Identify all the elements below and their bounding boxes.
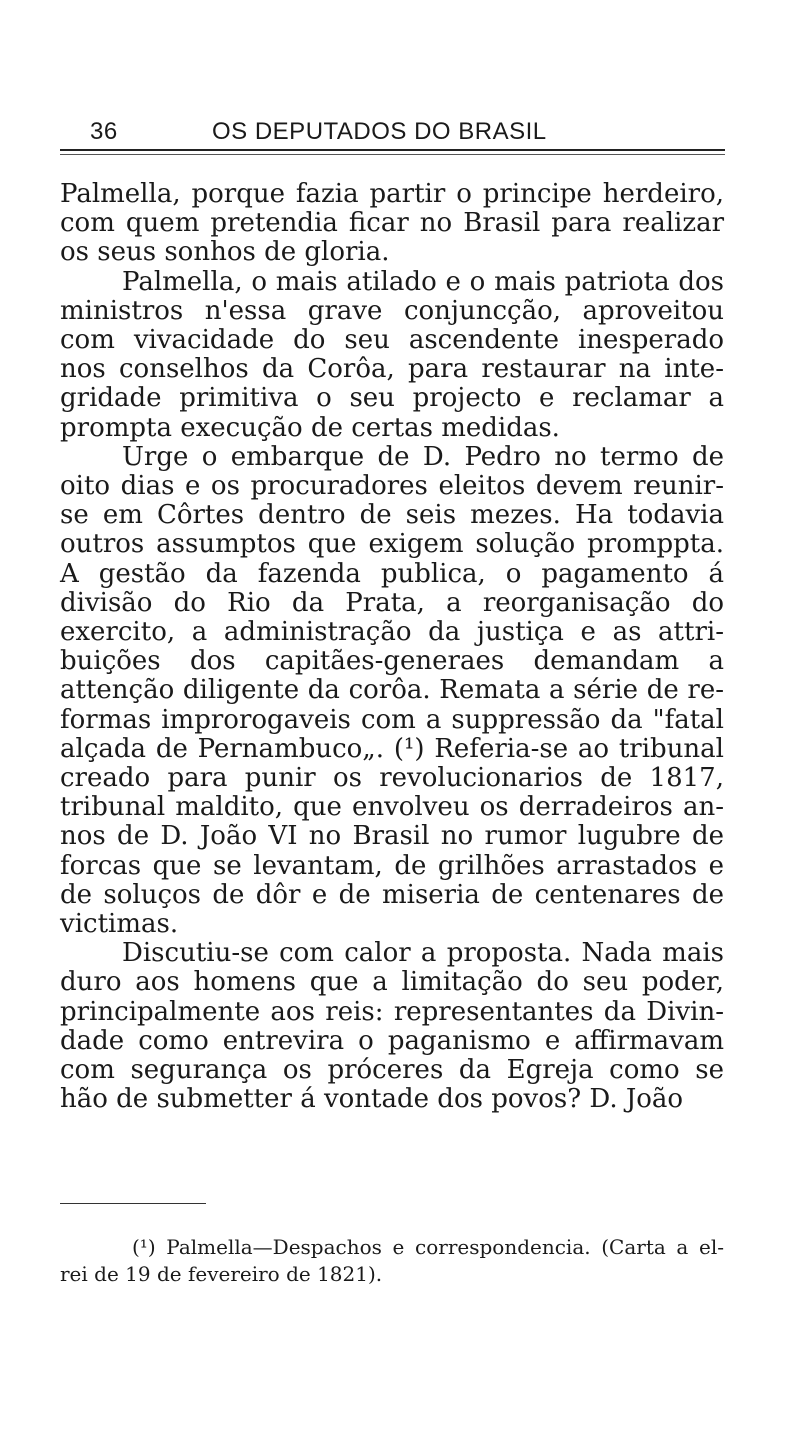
header-rule — [60, 149, 725, 151]
paragraph: Urge o embarque de D. Pedro no termo de oito dias e os procuradores eleitos devem reunir-se em Côrtes dentro de seis mezes. Ha todavia outros assumptos que exigem solução promppta. A gestão da fazenda publica, o pagamento á divisão do Rio da Prata, a reorganisação do exercito, a administração da justiça e as attribuições dos capitães-generaes demandam a attenção diligente da corôa. Remata a série de reformas improrogaveis com a suppressão da "fatal alçada de Pernambuco„. (¹) Referia-se ao tribunal creado para punir os revolucionarios de 1817, tribunal maldito, que envolveu os derradeiros annos de D. João VI no Brasil no rumor lugubre de forcas que se levantam, de grilhões arrastados e de soluços de dôr e de miseria de centenares de victimas. — [60, 441, 724, 940]
page-header — [60, 110, 725, 150]
footnote: (¹) Palmella—Despachos e correspondencia. (Carta a el-rei de 19 de fevereiro de 1821). — [60, 1235, 724, 1286]
running-title: OS DEPUTADOS DO BRASIL — [212, 118, 547, 145]
footnote-rule — [60, 1203, 206, 1204]
header-rule-secondary — [60, 154, 725, 155]
page-number: 36 — [90, 118, 118, 145]
paragraph-continuation: Palmella, porque fazia partir o principe herdeiro, com quem pretendia ficar no Brasil para realizar os seus sonhos de gloria. — [60, 179, 724, 268]
paragraph: Discutiu-se com calor a proposta. Nada mais duro aos homens que a limitação do seu poder, principalmente aos reis: representantes da Divindade como entrevira o paganismo e affirmavam com segurança os próceres da Egreja como se hão de submetter á vontade dos povos? D. João — [60, 938, 724, 1115]
paragraph: Palmella, o mais atilado e o mais patriota dos ministros n'essa grave conjuncção, aproveitou com vivacidade do seu ascendente inesperado nos conselhos da Corôa, para restaurar na integridade primitiva o seu projecto e reclamar a prompta execução de certas medidas. — [60, 266, 724, 443]
body-text — [60, 180, 724, 1115]
